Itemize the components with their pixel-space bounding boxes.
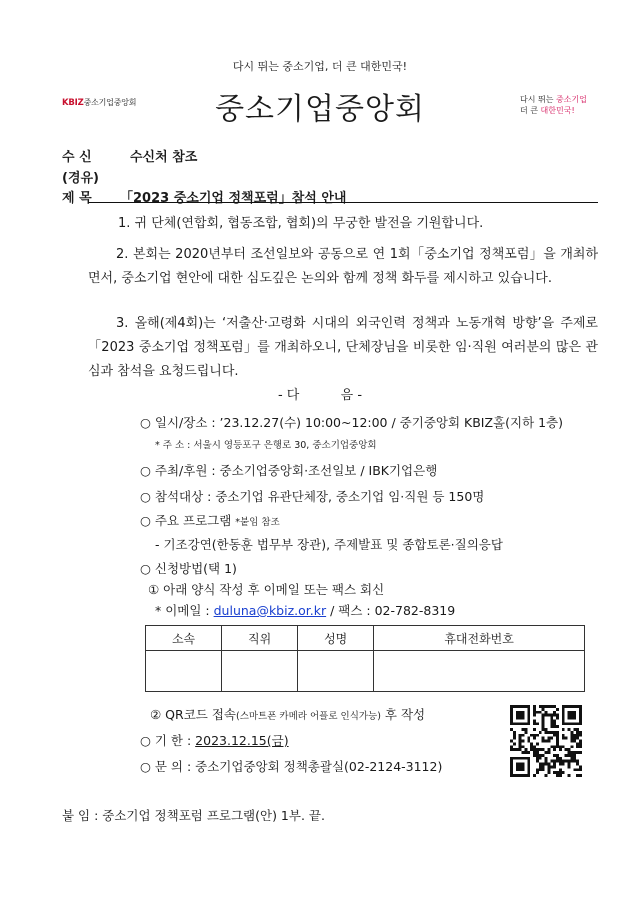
table-row	[146, 651, 585, 692]
logo-text: 중소기업중앙회	[83, 98, 137, 107]
subject-label: 제 목	[62, 191, 92, 206]
detail-attendees: ○ 참석대상 : 중소기업 유관단체장, 중소기업 임·직원 등 150명	[140, 489, 485, 504]
contact-prefix: * 이메일 :	[155, 603, 214, 618]
detail-apply-method: ○ 신청방법(택 1)	[140, 561, 237, 576]
col-phone: 휴대전화번호	[374, 626, 585, 651]
recipient-label: 수 신	[62, 150, 92, 165]
qr-code-icon[interactable]	[509, 705, 583, 777]
apply-contact	[155, 601, 455, 619]
col-position: 직위	[222, 626, 298, 651]
motto-line2-b: 대한민국!	[540, 106, 575, 115]
detail-datetime: ○ 일시/장소 : ’23.12.27(수) 10:00~12:00 / 중기중앙회 KBIZ홀(지하 1층)	[140, 415, 564, 430]
slogan: 다시 뛰는 중소기업, 더 큰 대한민국!	[232, 60, 408, 73]
qr-access: ② QR코드 접속	[150, 707, 236, 722]
detail-address: * 주 소 : 서울시 영등포구 은행로 30, 중소기업중앙회	[155, 440, 377, 451]
qr-suffix: 후 작성	[380, 707, 426, 722]
table-header-row	[146, 626, 585, 651]
paragraph-2: 2. 본회는 2020년부터 조선일보와 공동으로 연 1회「중소기업 정책포럼」을 개최하면서, 중소기업 현안에 대한 심도깊은 논의와 함께 정책 화두를 제시하고 있습니다.	[88, 247, 598, 286]
motto-line1-a: 다시 뛰는	[520, 95, 556, 104]
apply-option-1: ① 아래 양식 작성 후 이메일 또는 팩스 회신	[148, 582, 385, 597]
deadline-prefix: ○ 기 한 :	[140, 733, 196, 748]
motto-line2-a: 더 큰	[520, 106, 541, 115]
da-eum-heading: - 다 음 -	[277, 388, 363, 403]
org-title: 중소기업중앙회	[215, 92, 425, 127]
cell-phone[interactable]	[374, 651, 585, 692]
motto-logo	[520, 94, 587, 116]
motto-line1-b: 중소기업	[556, 95, 587, 104]
program-note: *붙임 참조	[235, 517, 280, 528]
detail-host: ○ 주최/후원 : 중소기업중앙회·조선일보 / IBK기업은행	[140, 463, 438, 478]
col-name: 성명	[298, 626, 374, 651]
cell-affiliation[interactable]	[146, 651, 222, 692]
deadline-date: 2023.12.15(금)	[195, 733, 289, 748]
logo-brand: KBIZ	[62, 98, 84, 108]
attachment-note: 붙 임 : 중소기업 정책포럼 프로그램(안) 1부. 끝.	[62, 808, 325, 823]
cell-name[interactable]	[298, 651, 374, 692]
detail-program-content: - 기조강연(한동훈 법무부 장관), 주제발표 및 종합토론·질의응답	[155, 537, 503, 552]
cell-position[interactable]	[222, 651, 298, 692]
program-title: ○ 주요 프로그램	[140, 513, 232, 528]
application-table	[145, 625, 585, 692]
paragraph-3: 3. 올해(제4회)는 ‘저출산·고령화 시대의 외국인력 정책과 노동개혁 방향’을 주제로 「2023 중소기업 정책포럼」를 개최하오니, 단체장님을 비롯한 임·직원 여러분의 많은 관심과 참석을 요청드립니다.	[88, 316, 598, 379]
email-link[interactable]: duluna@kbiz.or.kr	[213, 603, 327, 618]
col-affiliation: 소속	[146, 626, 222, 651]
detail-program	[140, 511, 280, 529]
qr-note: (스마트폰 카메라 어플로 인식가능)	[235, 711, 381, 722]
paragraph-1-text: 1. 귀 단체(연합회, 협동조합, 협회)의 무궁한 발전을 기원합니다.	[118, 216, 484, 231]
via-label: (경유)	[62, 171, 99, 186]
fax-number: / 팩스 : 02-782-8319	[326, 603, 456, 618]
detail-deadline	[140, 731, 289, 749]
apply-option-2	[150, 705, 425, 723]
subject-divider	[88, 202, 598, 203]
paragraph-1	[88, 212, 598, 236]
detail-inquiry: ○ 문 의 : 중소기업중앙회 정책총괄실(02-2124-3112)	[140, 759, 443, 774]
recipient-value: 수신처 참조	[130, 150, 198, 165]
subject-value: 「2023 중소기업 정책포럼」참석 안내	[120, 191, 347, 206]
